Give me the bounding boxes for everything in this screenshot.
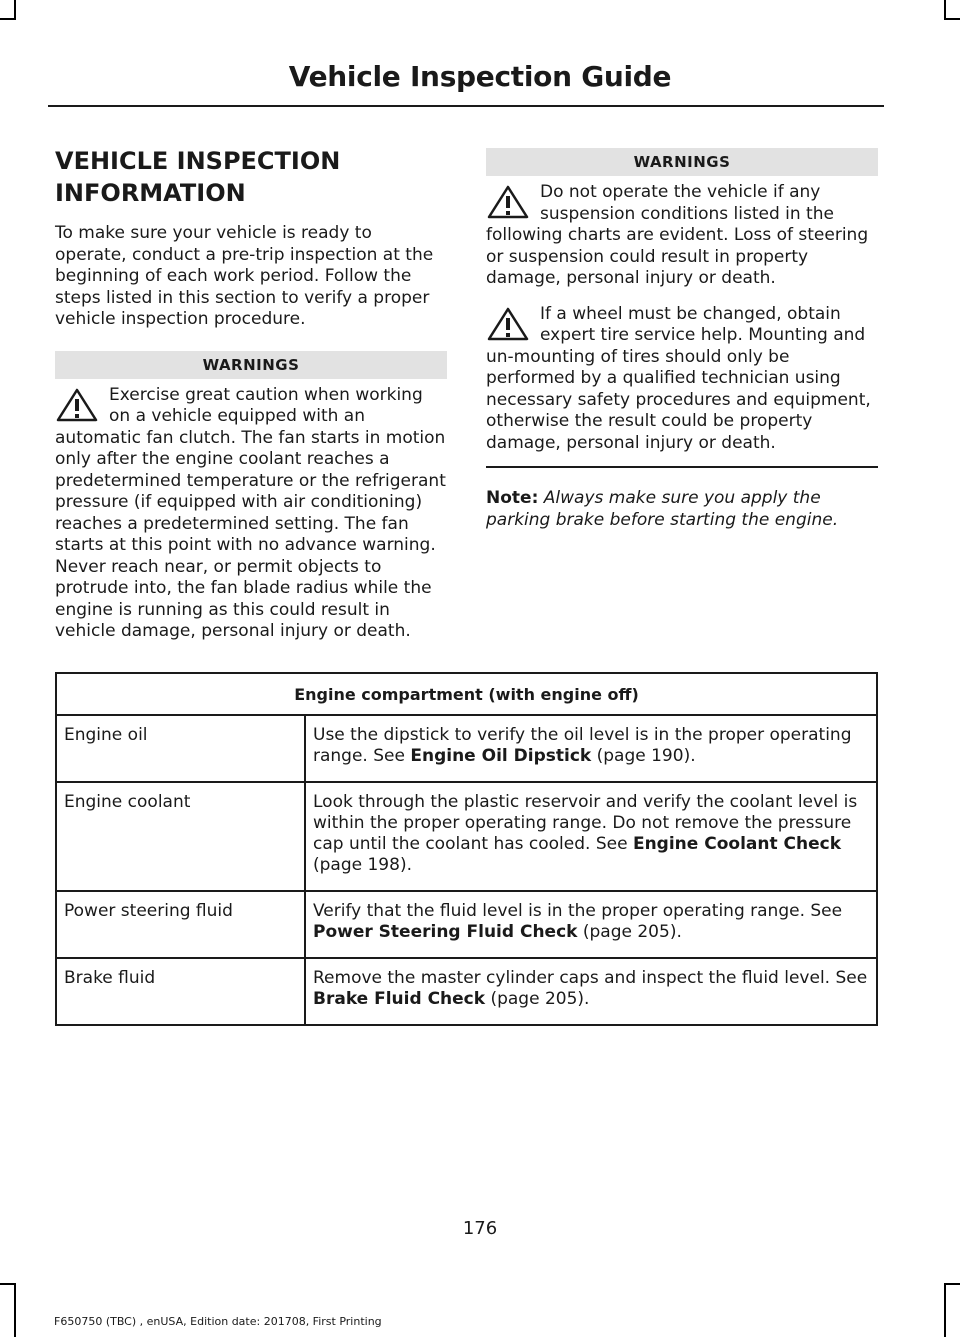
cross-reference-link[interactable]: Engine Oil Dipstick xyxy=(410,746,592,766)
crop-mark-top-right-v xyxy=(944,0,946,20)
warnings-title: WARNINGS xyxy=(486,148,878,176)
title-divider xyxy=(48,105,884,107)
page-reference: (page 190). xyxy=(591,746,696,766)
table-row xyxy=(56,715,877,782)
crop-mark-top-left-h xyxy=(0,18,16,20)
table-description xyxy=(305,715,877,782)
inspection-table xyxy=(55,672,878,1026)
table-item: Brake fluid xyxy=(56,958,305,1025)
note xyxy=(486,488,878,531)
section-heading: VEHICLE INSPECTION INFORMATION xyxy=(55,147,341,207)
description-text: Verify that the fluid level is in the proper operating range. See xyxy=(313,901,843,921)
warning-item xyxy=(486,182,878,290)
warning-item xyxy=(486,304,878,455)
table-row xyxy=(56,782,877,891)
page-reference: (page 198). xyxy=(313,855,412,875)
footer-edition: F650750 (TBC) , enUSA, Edition date: 201708, First Printing xyxy=(54,1315,382,1328)
description-text: Use the dipstick to verify the oil level is in the proper operating range. See xyxy=(313,725,852,766)
table-description xyxy=(305,782,877,891)
warnings-title: WARNINGS xyxy=(55,351,447,379)
cross-reference-link[interactable]: Power Steering Fluid Check xyxy=(313,922,578,942)
crop-mark-bottom-right-v xyxy=(944,1283,946,1337)
crop-mark-top-right-h xyxy=(944,18,960,20)
note-text: Always make sure you apply the parking brake before starting the engine. xyxy=(486,488,839,530)
table-item: Power steering fluid xyxy=(56,891,305,958)
table-row xyxy=(56,958,877,1025)
crop-mark-top-left-v xyxy=(14,0,16,20)
note-label: Note: xyxy=(486,488,539,508)
warning-text: Do not operate the vehicle if any suspension conditions listed in the following charts are evident. Loss of steering or suspension could result in property damage, personal injury or death. xyxy=(486,182,869,288)
table-item: Engine oil xyxy=(56,715,305,782)
warning-triangle-icon xyxy=(486,184,530,220)
page-reference: (page 205). xyxy=(485,989,590,1009)
warnings-box-left xyxy=(55,351,447,643)
crop-mark-bottom-left-v xyxy=(14,1283,16,1337)
table-title: Engine compartment (with engine off) xyxy=(56,673,877,715)
table-description xyxy=(305,891,877,958)
page-title: Vehicle Inspection Guide xyxy=(288,60,672,93)
table-description xyxy=(305,958,877,1025)
cross-reference-link[interactable]: Engine Coolant Check xyxy=(632,834,842,854)
warning-triangle-icon xyxy=(486,306,530,342)
right-column xyxy=(486,148,878,531)
crop-mark-bottom-left-h xyxy=(0,1283,16,1285)
left-column xyxy=(55,145,447,643)
page-reference: (page 205). xyxy=(577,922,682,942)
warning-text: If a wheel must be changed, obtain expert tire service help. Mounting and un-mounting of tires should only be performed by a qualified technician using necessary safety procedures and equipment, otherwise the result could be property damage, personal injury or death. xyxy=(486,303,871,453)
warning-text: Exercise great caution when working on a vehicle equipped with an automatic fan clutch. The fan starts in motion only after the engine coolant reaches a predetermined temperature or the refrigerant pressure (if equipped with air conditioning) reaches a predetermined setting. The fan starts at this point with no advance warning. Never reach near, or permit objects to protrude into, the fan blade radius while the engine is running as this could result in vehicle damage, personal injury or death. xyxy=(55,384,446,641)
description-text: Remove the master cylinder caps and inspect the fluid level. See xyxy=(313,968,868,988)
warnings-end-rule xyxy=(486,466,878,468)
page-number: 176 xyxy=(462,1218,498,1239)
description-text: Look through the plastic reservoir and verify the coolant level is within the proper operating range. Do not remove the pressure cap until the coolant has cooled. See xyxy=(313,792,858,854)
warning-triangle-icon xyxy=(55,387,99,423)
crop-mark-bottom-right-h xyxy=(944,1283,960,1285)
intro-paragraph: To make sure your vehicle is ready to operate, conduct a pre-trip inspection at the beginning of each work period. Follow the steps listed in this section to verify a proper vehicle inspection procedure. xyxy=(55,223,434,329)
warning-item xyxy=(55,385,447,643)
table-row xyxy=(56,891,877,958)
table-item: Engine coolant xyxy=(56,782,305,891)
cross-reference-link[interactable]: Brake Fluid Check xyxy=(313,989,486,1009)
